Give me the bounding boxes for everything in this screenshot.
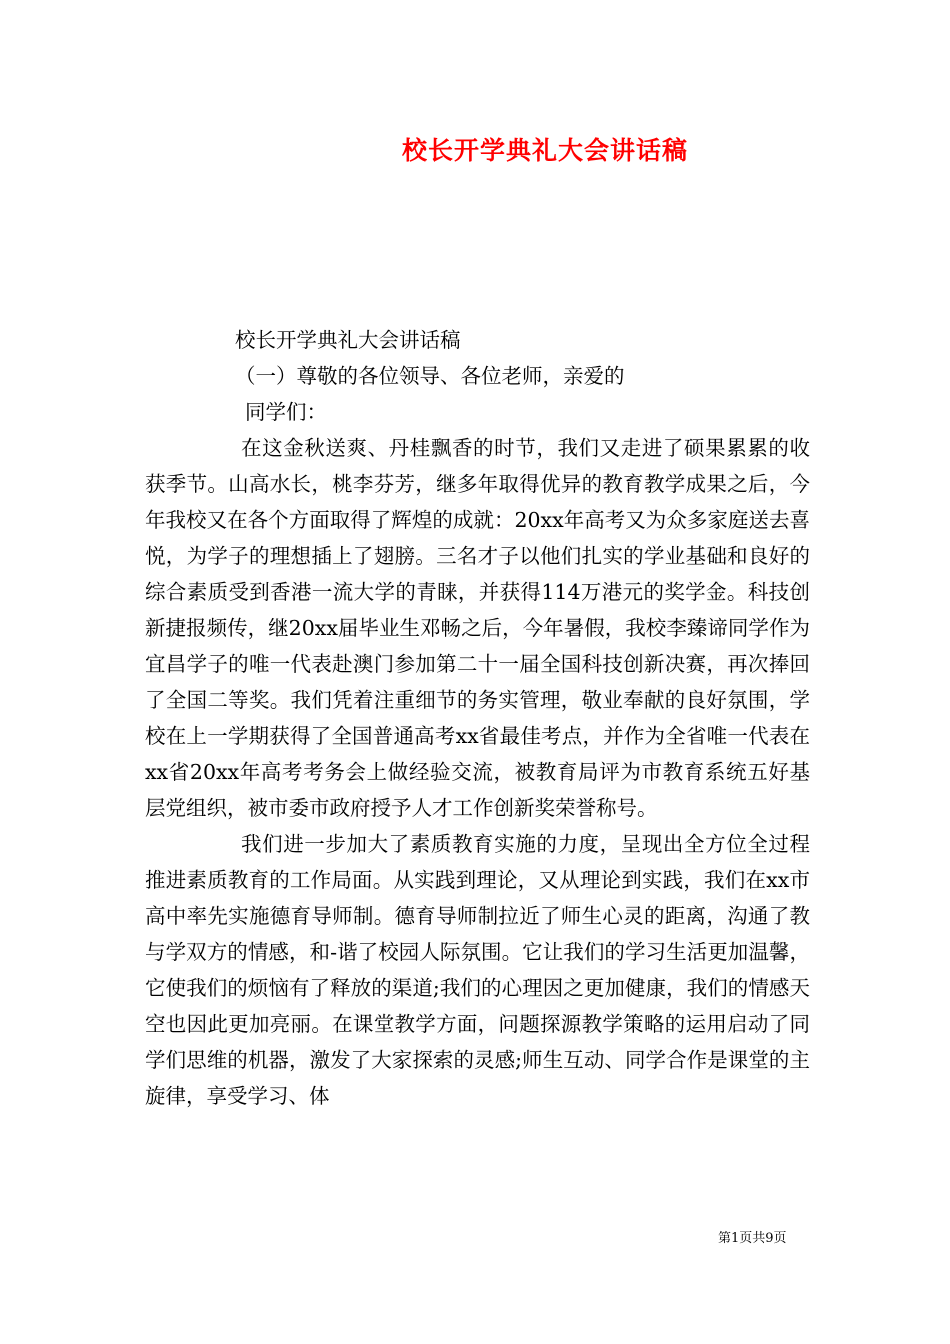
document-body	[145, 322, 810, 1114]
document-title: 校长开学典礼大会讲话稿	[401, 136, 688, 165]
body-paragraph-1: 在这金秋送爽、丹桂飘香的时节，我们又走进了硕果累累的收获季节。山高水长，桃李芬芳，继多年取得优异的教育教学成果之后，今年我校又在各个方面取得了辉煌的成就：20xx年高考又为众多家庭送去喜悦，为学子的理想插上了翅膀。三名才子以他们扎实的学业基础和良好的综合素质受到香港一流大学的青睐，并获得114万港元的奖学金。科技创新捷报频传，继20xx届毕业生邓畅之后，今年暑假，我校李臻谛同学作为宜昌学子的唯一代表赴澳门参加第二十一届全国科技创新决赛，再次捧回了全国二等奖。我们凭着注重细节的务实管理，敬业奉献的良好氛围，学校在上一学期获得了全国普通高考xx省最佳考点，并作为全省唯一代表在xx省20xx年高考考务会上做经验交流，被教育局评为市教育系统五好基层党组织，被市委市政府授予人才工作创新奖荣誉称号。	[145, 436, 810, 820]
salutation-line-1: （一）尊敬的各位领导、各位老师，亲爱的	[235, 364, 625, 388]
salutation-line-2: 同学们：	[245, 400, 327, 424]
page-number-footer: 第1页共9页	[718, 1231, 787, 1246]
body-paragraph-2: 我们进一步加大了素质教育实施的力度，呈现出全方位全过程推进素质教育的工作局面。从实践到理论，又从理论到实践，我们在xx市高中率先实施德育导师制。德育导师制拉近了师生心灵的距离，沟通了教与学双方的情感，和-谐了校园人际氛围。它让我们的学习生活更加温馨，它使我们的烦恼有了释放的渠道;我们的心理因之更加健康，我们的情感天空也因此更加亮丽。在课堂教学方面，问题探源教学策略的运用启动了同学们思维的机器，激发了大家探索的灵感;师生互动、同学合作是课堂的主旋律，享受学习、体	[145, 832, 810, 1108]
document-subtitle: 校长开学典礼大会讲话稿	[235, 328, 461, 352]
